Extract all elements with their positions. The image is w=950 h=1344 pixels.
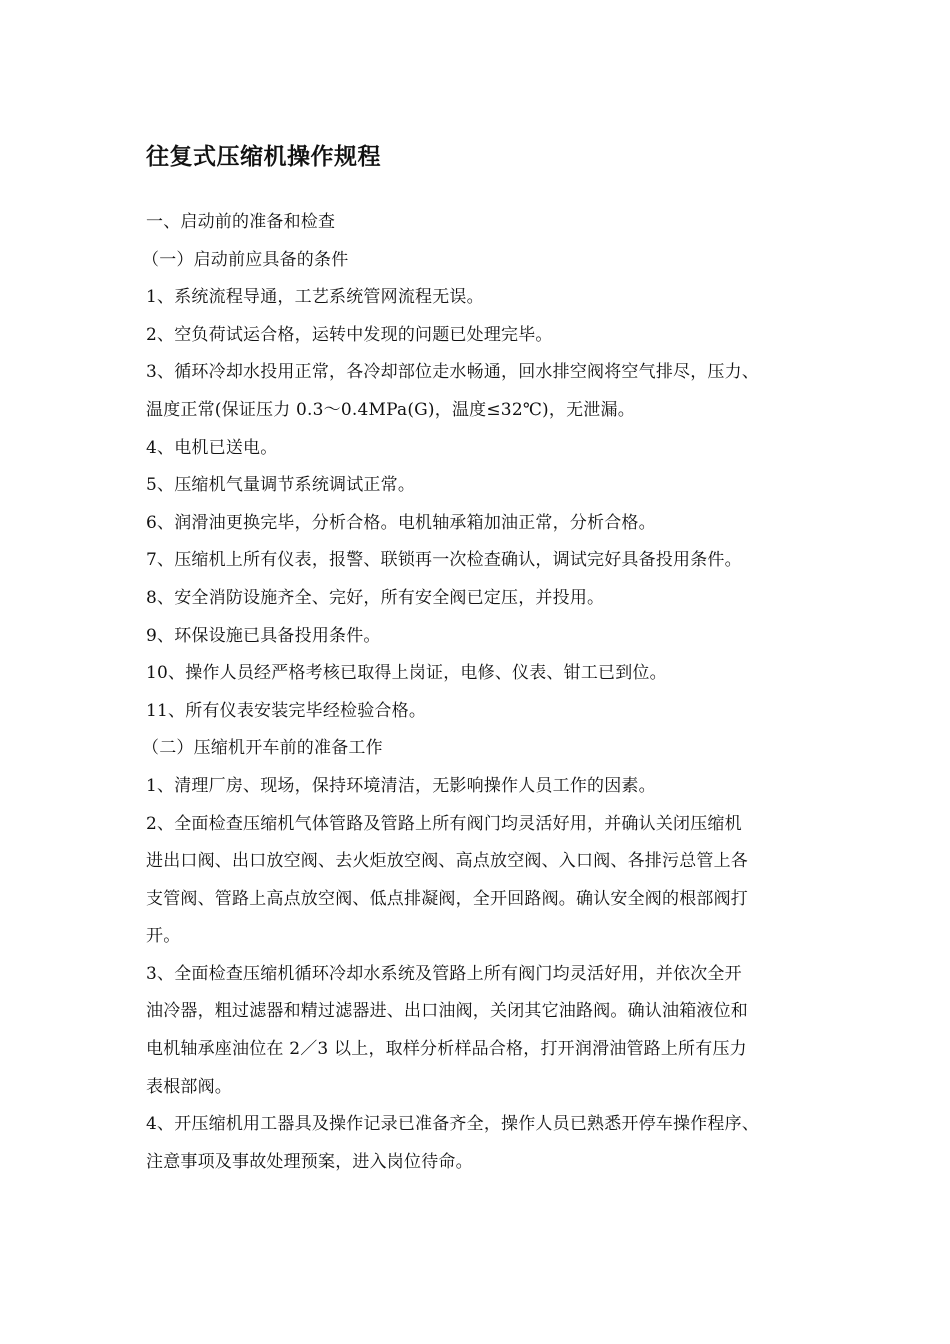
paragraph-line: 9、环保设施已具备投用条件。 — [146, 625, 381, 646]
paragraph-line: 开。 — [146, 926, 181, 947]
paragraph-line: 5、压缩机气量调节系统调试正常。 — [146, 475, 416, 496]
paragraph-line: 4、开压缩机用工器具及操作记录已准备齐全，操作人员已熟悉开停车操作程序、 — [146, 1114, 760, 1135]
subsection-heading: （一）启动前应具备的条件 — [142, 249, 349, 270]
paragraph-line: 6、润滑油更换完毕，分析合格。电机轴承箱加油正常，分析合格。 — [146, 512, 656, 533]
paragraph-line: 电机轴承座油位在 2／3 以上，取样分析样品合格，打开润滑油管路上所有压力 — [146, 1039, 747, 1060]
paragraph-line: 4、电机已送电。 — [146, 437, 278, 458]
paragraph-line: 2、空负荷试运合格，运转中发现的问题已处理完毕。 — [146, 324, 553, 345]
paragraph-line: 3、循环冷却水投用正常，各冷却部位走水畅通，回水排空阀将空气排尽，压力、 — [146, 362, 760, 383]
paragraph-line: 支管阀、管路上高点放空阀、低点排凝阀，全开回路阀。确认安全阀的根部阀打 — [146, 888, 748, 909]
document-body — [142, 204, 818, 1181]
paragraph-line: 7、压缩机上所有仪表，报警、联锁再一次检查确认，调试完好具备投用条件。 — [146, 550, 742, 571]
document-title: 往复式压缩机操作规程 — [146, 144, 381, 170]
paragraph-line: 表根部阀。 — [146, 1076, 232, 1097]
subsection-heading: （二）压缩机开车前的准备工作 — [142, 738, 383, 759]
paragraph-line: 8、安全消防设施齐全、完好，所有安全阀已定压，并投用。 — [146, 587, 605, 608]
paragraph-line: 油冷器，粗过滤器和精过滤器进、出口油阀，关闭其它油路阀。确认油箱液位和 — [146, 1001, 748, 1022]
paragraph-line: 2、全面检查压缩机气体管路及管路上所有阀门均灵活好用，并确认关闭压缩机 — [146, 813, 742, 834]
paragraph-line: 1、清理厂房、现场，保持环境清洁，无影响操作人员工作的因素。 — [146, 775, 656, 796]
paragraph-line: 进出口阀、出口放空阀、去火炬放空阀、高点放空阀、入口阀、各排污总管上各 — [146, 851, 748, 872]
paragraph-line: 1、系统流程导通，工艺系统管网流程无误。 — [146, 287, 484, 308]
paragraph-line: 3、全面检查压缩机循环冷却水系统及管路上所有阀门均灵活好用，并依次全开 — [146, 963, 742, 984]
paragraph-line: 温度正常(保证压力 0.3～0.4MPa(G)，温度≤32℃)，无泄漏。 — [146, 399, 635, 420]
section-heading: 一、启动前的准备和检查 — [146, 212, 336, 232]
paragraph-line: 注意事项及事故处理预案，进入岗位待命。 — [146, 1151, 473, 1172]
paragraph-line: 10、操作人员经严格考核已取得上岗证，电修、仪表、钳工已到位。 — [146, 663, 667, 684]
paragraph-line: 11、所有仪表安装完毕经检验合格。 — [146, 700, 427, 721]
